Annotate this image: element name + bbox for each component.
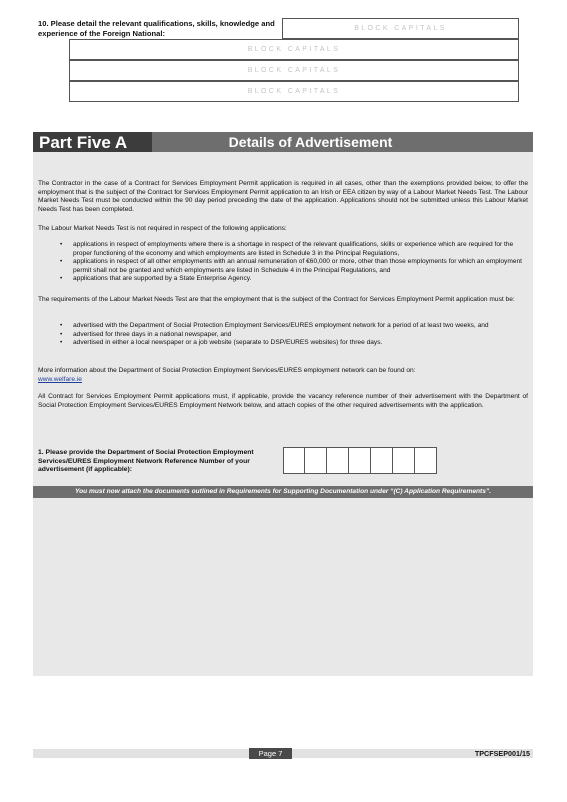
bullet-icon: • [60, 322, 63, 329]
list-item: • applications in respect of employments where there is a shortage in respect of the relevant qualifications, skills or experience which are required for the proper functioning of the economy and which employments are listed in Schedule 3 in the Principal Regulations, [60, 241, 514, 257]
qualifications-field-4[interactable]: BLOCK CAPITALS [69, 81, 519, 102]
part-header [33, 132, 533, 152]
reference-digit-box[interactable] [349, 447, 371, 474]
attach-documents-notice: You must now attach the documents outlined in Requirements for Supporting Documentation under “(C) Application Requirements”. [33, 486, 533, 498]
bullet-icon: • [60, 330, 63, 338]
exemptions-list [38, 241, 528, 284]
form-code: TPCFSEP001/15 [474, 749, 530, 758]
bullet-icon: • [60, 241, 63, 248]
list-item: • advertised in either a local newspaper or a job website (separate to DSP/EURES websites) for three days. [60, 339, 383, 347]
reference-digit-box[interactable] [393, 447, 415, 474]
bullet-icon: • [60, 339, 63, 347]
welfare-link[interactable]: www.welfare.ie [38, 375, 82, 383]
requirements-intro: The requirements of the Labour Market Needs Test are that the employment that is the subject of the Contract for Services Employment Permit application must be: [38, 296, 515, 303]
bullet-icon: • [60, 258, 63, 266]
reference-digit-box[interactable] [327, 447, 349, 474]
reference-digit-box[interactable] [283, 447, 305, 474]
list-item: • applications that are supported by a State Enterprise Agency. [60, 275, 252, 283]
list-item: • advertised with the Department of Social Protection Employment Services/EURES employment network for a period of at least two weeks, and [60, 322, 489, 329]
more-info-paragraph: More information about the Department of Social Protection Employment Services/EURES employment network can be found on: www.welfare.ie [38, 367, 416, 383]
question-1-label: 1. Please provide the Department of Social Protection Employment Services/EURES Employment Network Reference Number of your advertisement (if applicable): [38, 449, 254, 474]
list-item: • advertised for three days in a national newspaper, and [60, 330, 232, 338]
part-label: Part Five A [33, 132, 152, 152]
list-item: • applications in respect of all other employments with an annual remuneration of €60,000 or more, other than those employments for which an employment permit shall not be granted and which employments are listed in Schedule 4 in the Principal Regulations, and [60, 258, 522, 274]
reference-paragraph: All Contract for Services Employment Permit applications must, if applicable, provide the vacancy reference number of their advertisement with the Department of Social Protection Employment Services/EURES Employment Network below, and attach copies of the other required advertisements with the application. [38, 393, 528, 409]
reference-digit-box[interactable] [305, 447, 327, 474]
reference-number-input[interactable] [283, 447, 437, 474]
qualifications-field-3[interactable]: BLOCK CAPITALS [69, 60, 519, 81]
qualifications-field-2[interactable]: BLOCK CAPITALS [69, 39, 519, 60]
qualifications-field-1[interactable]: BLOCK CAPITALS [282, 18, 519, 39]
requirements-list [38, 322, 528, 348]
part-title: Details of Advertisement [228, 134, 393, 150]
page-number: Page 7 [249, 748, 292, 759]
exemptions-intro: The Labour Market Needs Test is not required in respect of the following applications: [38, 225, 287, 232]
question-10-label: 10. Please detail the relevant qualifications, skills, knowledge and experience of the Foreign National: [38, 19, 275, 38]
bullet-icon: • [60, 275, 63, 283]
reference-digit-box[interactable] [415, 447, 437, 474]
reference-digit-box[interactable] [371, 447, 393, 474]
intro-paragraph: The Contractor in the case of a Contract for Services Employment Permit application is required in all cases, other than the exemptions provided below, to offer the employment that is the subject of the Contract for Services Employment Permit application to an Irish or EEA citizen by way of a Labour Market Needs Test. The Labour Market Needs Test must be conducted within the 90 day period preceding the date of the application. Applications should not be submitted unless this Labour Market Needs Test has been completed. [38, 180, 528, 213]
